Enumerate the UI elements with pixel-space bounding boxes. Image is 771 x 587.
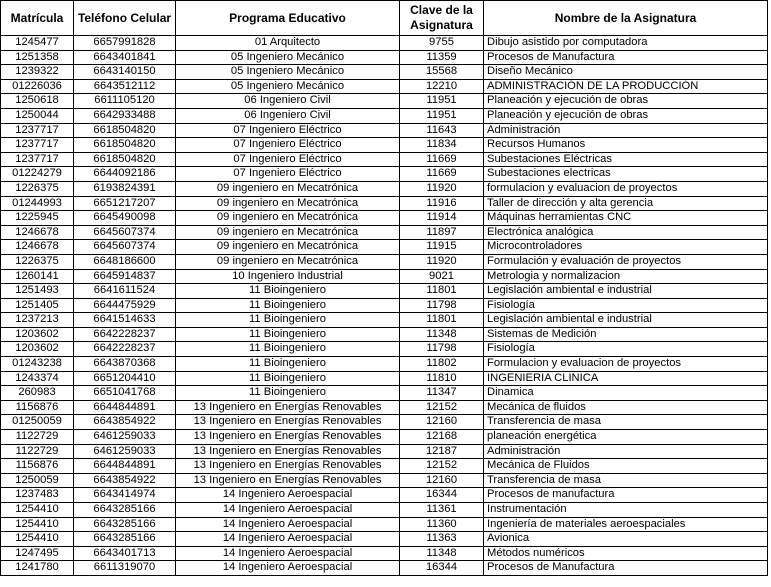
clave-cell: 11348 xyxy=(400,327,484,342)
programa-cell: 14 Ingeniero Aeroespacial xyxy=(176,561,400,576)
asignatura-cell: Mecánica de fluidos xyxy=(484,400,768,415)
telefono-cell: 6651217207 xyxy=(74,196,176,211)
telefono-cell: 6618504820 xyxy=(74,123,176,138)
table-row xyxy=(1,167,768,182)
programa-cell: 11 Bioingeniero xyxy=(176,357,400,372)
clave-cell: 11669 xyxy=(400,167,484,182)
table-row xyxy=(1,459,768,474)
table-row xyxy=(1,386,768,401)
programa-cell: 14 Ingeniero Aeroespacial xyxy=(176,532,400,547)
programa-cell: 09 ingeniero en Mecatrónica xyxy=(176,225,400,240)
table-row xyxy=(1,196,768,211)
asignatura-cell: Subestaciones electricas xyxy=(484,167,768,182)
asignatura-cell: Dibujo asistido por computadora xyxy=(484,36,768,51)
telefono-cell: 6657991828 xyxy=(74,36,176,51)
table-row xyxy=(1,108,768,123)
asignatura-cell: Procesos de Manufactura xyxy=(484,561,768,576)
table-row xyxy=(1,298,768,313)
telefono-cell: 6648186600 xyxy=(74,254,176,269)
telefono-cell: 6643140150 xyxy=(74,65,176,80)
asignatura-cell: Instrumentación xyxy=(484,503,768,518)
table-row xyxy=(1,79,768,94)
table-row xyxy=(1,444,768,459)
telefono-cell: 6643285166 xyxy=(74,503,176,518)
telefono-cell: 6641514633 xyxy=(74,313,176,328)
telefono-cell: 6618504820 xyxy=(74,152,176,167)
table-row xyxy=(1,123,768,138)
asignatura-cell: formulacion y evaluacion de proyectos xyxy=(484,181,768,196)
telefono-cell: 6643285166 xyxy=(74,517,176,532)
clave-cell: 11798 xyxy=(400,342,484,357)
table-row xyxy=(1,211,768,226)
matricula-cell: 1245477 xyxy=(1,36,74,51)
matricula-cell: 1250059 xyxy=(1,473,74,488)
asignatura-cell: Diseño Mecánico xyxy=(484,65,768,80)
telefono-cell: 6642933488 xyxy=(74,108,176,123)
matricula-cell: 1250044 xyxy=(1,108,74,123)
programa-cell: 05 Ingeniero Mecánico xyxy=(176,65,400,80)
asignatura-cell: Administración xyxy=(484,444,768,459)
matricula-cell: 01224279 xyxy=(1,167,74,182)
asignatura-cell: Transferencia de masa xyxy=(484,473,768,488)
telefono-cell: 6651041768 xyxy=(74,386,176,401)
matricula-cell: 1156876 xyxy=(1,459,74,474)
programa-cell: 11 Bioingeniero xyxy=(176,342,400,357)
clave-cell: 11801 xyxy=(400,284,484,299)
telefono-cell: 6642228237 xyxy=(74,342,176,357)
matricula-cell: 1237717 xyxy=(1,152,74,167)
clave-cell: 16344 xyxy=(400,561,484,576)
programa-cell: 07 Ingeniero Eléctrico xyxy=(176,152,400,167)
programa-cell: 13 Ingeniero en Energías Renovables xyxy=(176,444,400,459)
telefono-cell: 6643854922 xyxy=(74,473,176,488)
telefono-cell: 6643854922 xyxy=(74,415,176,430)
programa-cell: 13 Ingeniero en Energías Renovables xyxy=(176,459,400,474)
table-row xyxy=(1,546,768,561)
asignatura-cell: Subestaciones Eléctricas xyxy=(484,152,768,167)
clave-cell: 11920 xyxy=(400,181,484,196)
clave-cell: 9021 xyxy=(400,269,484,284)
matricula-cell: 1247495 xyxy=(1,546,74,561)
matricula-cell: 1203602 xyxy=(1,342,74,357)
telefono-cell: 6644092186 xyxy=(74,167,176,182)
telefono-cell: 6643401713 xyxy=(74,546,176,561)
asignatura-cell: Legislación ambiental e industrial xyxy=(484,284,768,299)
programa-cell: 14 Ingeniero Aeroespacial xyxy=(176,517,400,532)
table-row xyxy=(1,225,768,240)
programa-cell: 13 Ingeniero en Energías Renovables xyxy=(176,473,400,488)
clave-cell: 12210 xyxy=(400,79,484,94)
asignatura-cell: Legislación ambiental e industrial xyxy=(484,313,768,328)
table-row xyxy=(1,240,768,255)
asignatura-cell: Dinamica xyxy=(484,386,768,401)
matricula-cell: 1237717 xyxy=(1,123,74,138)
telefono-cell: 6645490098 xyxy=(74,211,176,226)
clave-cell: 12160 xyxy=(400,473,484,488)
programa-cell: 10 Ingeniero Industrial xyxy=(176,269,400,284)
asignatura-cell: Taller de dirección y alta gerencia xyxy=(484,196,768,211)
asignatura-cell: planeación energética xyxy=(484,430,768,445)
programa-cell: 11 Bioingeniero xyxy=(176,386,400,401)
asignatura-cell: Electrónica analógica xyxy=(484,225,768,240)
clave-cell: 11802 xyxy=(400,357,484,372)
telefono-cell: 6642228237 xyxy=(74,327,176,342)
programa-cell: 14 Ingeniero Aeroespacial xyxy=(176,546,400,561)
matricula-cell: 1226375 xyxy=(1,181,74,196)
asignatura-cell: ADMINISTRACIÓN DE LA PRODUCCIÓN xyxy=(484,79,768,94)
programa-cell: 01 Arquitecto xyxy=(176,36,400,51)
asignatura-cell: Métodos numéricos xyxy=(484,546,768,561)
clave-cell: 11951 xyxy=(400,94,484,109)
clave-cell: 12152 xyxy=(400,400,484,415)
telefono-cell: 6643512112 xyxy=(74,79,176,94)
matricula-cell: 1239322 xyxy=(1,65,74,80)
telefono-cell: 6645607374 xyxy=(74,225,176,240)
telefono-cell: 6618504820 xyxy=(74,138,176,153)
table-body xyxy=(1,36,768,576)
header-programa: Programa Educativo xyxy=(176,1,400,36)
matricula-cell: 1237213 xyxy=(1,313,74,328)
clave-cell: 12152 xyxy=(400,459,484,474)
matricula-cell: 01226036 xyxy=(1,79,74,94)
telefono-cell: 6644475929 xyxy=(74,298,176,313)
table-row xyxy=(1,138,768,153)
asignatura-cell: Procesos de manufactura xyxy=(484,488,768,503)
telefono-cell: 6645607374 xyxy=(74,240,176,255)
telefono-cell: 6461259033 xyxy=(74,444,176,459)
matricula-cell: 1251493 xyxy=(1,284,74,299)
asignatura-cell: Ingeniería de materiales aeroespaciales xyxy=(484,517,768,532)
clave-cell: 11643 xyxy=(400,123,484,138)
asignatura-cell: Formulación y evaluación de proyectos xyxy=(484,254,768,269)
clave-cell: 11363 xyxy=(400,532,484,547)
clave-cell: 11920 xyxy=(400,254,484,269)
clave-cell: 9755 xyxy=(400,36,484,51)
programa-cell: 05 Ingeniero Mecánico xyxy=(176,50,400,65)
table-row xyxy=(1,400,768,415)
clave-cell: 11897 xyxy=(400,225,484,240)
telefono-cell: 6193824391 xyxy=(74,181,176,196)
telefono-cell: 6644844891 xyxy=(74,400,176,415)
table-row xyxy=(1,269,768,284)
clave-cell: 11798 xyxy=(400,298,484,313)
asignatura-cell: Transferencia de masa xyxy=(484,415,768,430)
table-row xyxy=(1,532,768,547)
clave-cell: 12160 xyxy=(400,415,484,430)
table-row xyxy=(1,36,768,51)
matricula-cell: 1241780 xyxy=(1,561,74,576)
table-row xyxy=(1,473,768,488)
matricula-cell: 1254410 xyxy=(1,517,74,532)
table-row xyxy=(1,313,768,328)
programa-cell: 07 Ingeniero Eléctrico xyxy=(176,167,400,182)
matricula-cell: 1251358 xyxy=(1,50,74,65)
asignatura-cell: Fisiología xyxy=(484,342,768,357)
programa-cell: 13 Ingeniero en Energías Renovables xyxy=(176,400,400,415)
telefono-cell: 6644844891 xyxy=(74,459,176,474)
matricula-cell: 1122729 xyxy=(1,444,74,459)
programa-cell: 13 Ingeniero en Energías Renovables xyxy=(176,415,400,430)
matricula-cell: 1254410 xyxy=(1,503,74,518)
table-row xyxy=(1,181,768,196)
asignatura-cell: Fisiología xyxy=(484,298,768,313)
matricula-cell: 1254410 xyxy=(1,532,74,547)
table-row xyxy=(1,357,768,372)
matricula-cell: 1122729 xyxy=(1,430,74,445)
telefono-cell: 6645914837 xyxy=(74,269,176,284)
table-row xyxy=(1,284,768,299)
programa-cell: 09 ingeniero en Mecatrónica xyxy=(176,240,400,255)
telefono-cell: 6611319070 xyxy=(74,561,176,576)
programa-cell: 14 Ingeniero Aeroespacial xyxy=(176,503,400,518)
asignatura-cell: Metrologia y normalizacion xyxy=(484,269,768,284)
telefono-cell: 6611105120 xyxy=(74,94,176,109)
clave-cell: 11951 xyxy=(400,108,484,123)
table-row xyxy=(1,254,768,269)
telefono-cell: 6643285166 xyxy=(74,532,176,547)
matricula-cell: 1203602 xyxy=(1,327,74,342)
table-row xyxy=(1,65,768,80)
header-asignatura: Nombre de la Asignatura xyxy=(484,1,768,36)
clave-cell: 16344 xyxy=(400,488,484,503)
asignatura-cell: INGENIERIA CLINICA xyxy=(484,371,768,386)
matricula-cell: 01243238 xyxy=(1,357,74,372)
matricula-cell: 1243374 xyxy=(1,371,74,386)
asignatura-cell: Planeación y ejecución de obras xyxy=(484,108,768,123)
programa-cell: 09 ingeniero en Mecatrónica xyxy=(176,196,400,211)
matricula-cell: 1246678 xyxy=(1,225,74,240)
clave-cell: 11348 xyxy=(400,546,484,561)
asignatura-cell: Administración xyxy=(484,123,768,138)
clave-cell: 11359 xyxy=(400,50,484,65)
header-row xyxy=(1,1,768,36)
table-row xyxy=(1,371,768,386)
asignatura-cell: Sistemas de Medición xyxy=(484,327,768,342)
matricula-cell: 1156876 xyxy=(1,400,74,415)
matricula-cell: 1260141 xyxy=(1,269,74,284)
programa-cell: 07 Ingeniero Eléctrico xyxy=(176,123,400,138)
programa-cell: 11 Bioingeniero xyxy=(176,371,400,386)
telefono-cell: 6643414974 xyxy=(74,488,176,503)
clave-cell: 11914 xyxy=(400,211,484,226)
table-row xyxy=(1,517,768,532)
clave-cell: 12187 xyxy=(400,444,484,459)
clave-cell: 11810 xyxy=(400,371,484,386)
matricula-cell: 01244993 xyxy=(1,196,74,211)
telefono-cell: 6643401841 xyxy=(74,50,176,65)
clave-cell: 11801 xyxy=(400,313,484,328)
clave-cell: 11669 xyxy=(400,152,484,167)
clave-cell: 11834 xyxy=(400,138,484,153)
asignatura-cell: Avionica xyxy=(484,532,768,547)
telefono-cell: 6643870368 xyxy=(74,357,176,372)
matricula-cell: 1226375 xyxy=(1,254,74,269)
programa-cell: 05 Ingeniero Mecánico xyxy=(176,79,400,94)
asignatura-cell: Microcontroladores xyxy=(484,240,768,255)
table-row xyxy=(1,415,768,430)
asignatura-cell: Máquinas herramientas CNC xyxy=(484,211,768,226)
programa-cell: 11 Bioingeniero xyxy=(176,313,400,328)
matricula-cell: 01250059 xyxy=(1,415,74,430)
header-clave: Clave de la Asignatura xyxy=(400,1,484,36)
clave-cell: 11347 xyxy=(400,386,484,401)
asignatura-cell: Procesos de Manufactura xyxy=(484,50,768,65)
clave-cell: 11360 xyxy=(400,517,484,532)
table-row xyxy=(1,503,768,518)
asignatura-cell: Formulacion y evaluacion de proyectos xyxy=(484,357,768,372)
matricula-cell: 1225945 xyxy=(1,211,74,226)
table-row xyxy=(1,152,768,167)
header-telefono: Teléfono Celular xyxy=(74,1,176,36)
header-matricula: Matrícula xyxy=(1,1,74,36)
table-row xyxy=(1,488,768,503)
programa-cell: 09 ingeniero en Mecatrónica xyxy=(176,181,400,196)
matricula-cell: 1250618 xyxy=(1,94,74,109)
table-row xyxy=(1,561,768,576)
programa-cell: 13 Ingeniero en Energías Renovables xyxy=(176,430,400,445)
clave-cell: 11361 xyxy=(400,503,484,518)
programa-cell: 11 Bioingeniero xyxy=(176,298,400,313)
matricula-cell: 1246678 xyxy=(1,240,74,255)
table-row xyxy=(1,50,768,65)
programa-cell: 07 Ingeniero Eléctrico xyxy=(176,138,400,153)
matricula-cell: 1237717 xyxy=(1,138,74,153)
programa-cell: 11 Bioingeniero xyxy=(176,327,400,342)
matricula-cell: 260983 xyxy=(1,386,74,401)
asignatura-cell: Planeación y ejecución de obras xyxy=(484,94,768,109)
table-row xyxy=(1,430,768,445)
clave-cell: 15568 xyxy=(400,65,484,80)
programa-cell: 06 Ingeniero Civil xyxy=(176,108,400,123)
asignatura-cell: Mecánica de Fluidos xyxy=(484,459,768,474)
clave-cell: 11915 xyxy=(400,240,484,255)
programa-cell: 09 ingeniero en Mecatrónica xyxy=(176,254,400,269)
clave-cell: 12168 xyxy=(400,430,484,445)
telefono-cell: 6651204410 xyxy=(74,371,176,386)
programa-cell: 14 Ingeniero Aeroespacial xyxy=(176,488,400,503)
matricula-cell: 1237483 xyxy=(1,488,74,503)
table-row xyxy=(1,94,768,109)
programa-cell: 09 ingeniero en Mecatrónica xyxy=(176,211,400,226)
telefono-cell: 6461259033 xyxy=(74,430,176,445)
programa-cell: 06 Ingeniero Civil xyxy=(176,94,400,109)
clave-cell: 11916 xyxy=(400,196,484,211)
telefono-cell: 6641611524 xyxy=(74,284,176,299)
programa-cell: 11 Bioingeniero xyxy=(176,284,400,299)
asignatura-cell: Recursos Humanos xyxy=(484,138,768,153)
table-row xyxy=(1,327,768,342)
table-row xyxy=(1,342,768,357)
matricula-cell: 1251405 xyxy=(1,298,74,313)
